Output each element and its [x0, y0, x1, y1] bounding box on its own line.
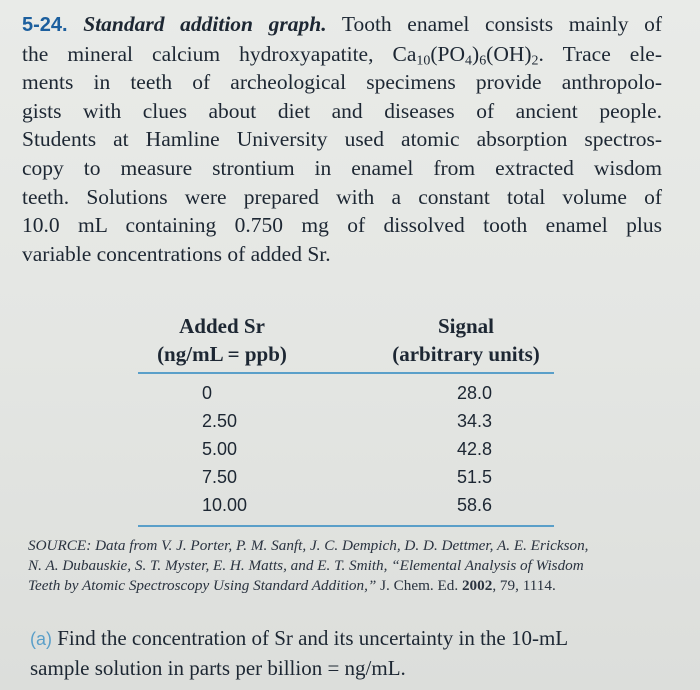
problem-line-2: the mineral calcium hydroxyapatite, $Ca_{10}(PO_4)_6(OH)_2$. Trace ele-: [22, 41, 663, 69]
added-sr-value: 2.50: [202, 411, 238, 431]
table-row: [138, 491, 554, 519]
problem-number: 5-24.: [22, 14, 68, 36]
part-a-label: (a): [30, 629, 52, 649]
data-table: [138, 306, 554, 527]
header-signal: Signal (arbitrary units): [392, 314, 540, 366]
added-sr-value: 5.00: [202, 439, 238, 459]
problem-line-5: Students at Hamline University used atomic absorption spectros-: [22, 127, 662, 152]
header-added-sr: Added Sr (ng/mL = ppb): [157, 314, 287, 366]
table-header: [138, 306, 554, 372]
source-citation: SOURCE: Data from V. J. Porter, P. M. Sanft, J. C. Dempich, D. D. Dettmer, A. E. Erickson, N. A. Dubauskie, S. T. Myster, E. H. Matts, and E. T. Smith, “Elemental Analysis of Wisdom Teeth by Atomic Spectroscopy Using Standard Addition,” J. Chem. Ed. 2002, 79, 1114.: [28, 537, 589, 594]
signal-value: 42.8: [456, 439, 492, 459]
problem-line-3: ments in teeth of archeological specimens provide anthropolo-: [22, 70, 662, 95]
part-a-question: (a) Find the concentration of Sr and its uncertainty in the 10-mL sample solution in parts per billion = ng/mL.: [30, 626, 569, 680]
table-row: [138, 435, 554, 463]
signal-value: 51.5: [456, 467, 492, 487]
table-row: [138, 407, 554, 435]
problem-line-6: copy to measure strontium in enamel from extracted wisdom: [22, 155, 662, 180]
problem-title: Standard addition graph.: [83, 12, 327, 36]
signal-value: 28.0: [456, 383, 492, 403]
signal-value: 34.3: [456, 411, 492, 431]
table-row: [138, 379, 554, 407]
added-sr-value: 10.00: [202, 495, 248, 515]
table-row: [138, 463, 554, 491]
signal-value: 58.6: [456, 495, 492, 515]
added-sr-value: 0: [202, 383, 213, 403]
problem-line-4: gists with clues about diet and diseases of ancient people.: [22, 98, 662, 123]
problem-line-8: 10.0 mL containing 0.750 mg of dissolved tooth enamel plus: [22, 213, 662, 238]
problem-line-1: 5-24. Standard addition graph. Tooth enamel consists mainly of: [22, 12, 662, 36]
table-body: [138, 374, 554, 519]
problem-line-9: variable concentrations of added Sr.: [22, 241, 331, 266]
problem-line-7: teeth. Solutions were prepared with a constant total volume of: [22, 184, 662, 209]
footer-rule: [138, 525, 554, 527]
added-sr-value: 7.50: [202, 467, 238, 487]
problem-statement: [22, 10, 662, 268]
